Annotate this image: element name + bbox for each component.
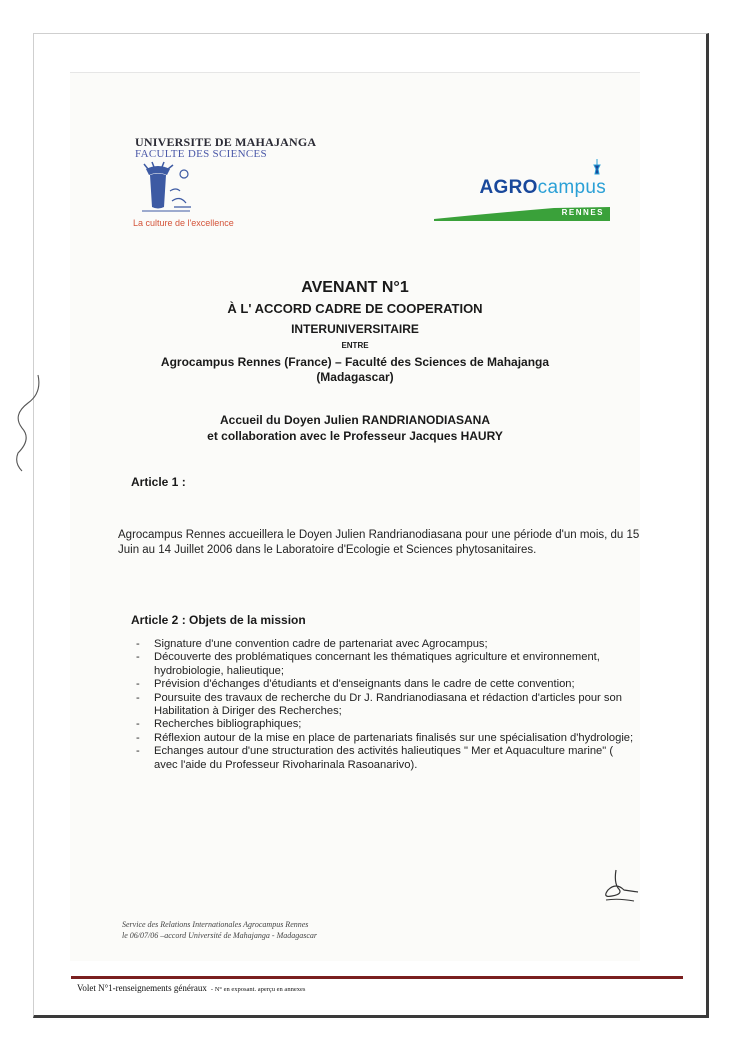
campus-light-text: campus bbox=[537, 177, 606, 198]
list-item: - Poursuite des travaux de recherche du Dr J. Randrianodiasana et rédaction d'articles pour son Habilitation à Diriger des Recherches; bbox=[136, 692, 636, 719]
tower-icon bbox=[592, 159, 602, 175]
subtitle-line-1: Accueil du Doyen Julien RANDRIANODIASANA bbox=[219, 413, 491, 427]
faculty-name: FACULTE DES SCIENCES bbox=[135, 148, 267, 160]
subtitle-line-2: et collaboration avec le Professeur Jacques HAURY bbox=[207, 429, 503, 443]
list-item: - Echanges autour d'une structuration des activités halieutiques " Mer et Aquaculture marine" ( avec l'aide du Professeur Rivoharinala Rasoanarivo). bbox=[136, 745, 636, 772]
footer-note: - N° en exposant. aperçu en annexes bbox=[210, 986, 306, 993]
footer-title: Volet N°1-renseignements généraux bbox=[77, 983, 207, 993]
list-item: - Recherches bibliographiques; bbox=[136, 718, 636, 731]
scan-footer-line-2: le 06/07/06 –accord Université de Mahajanga - Madagascar bbox=[122, 931, 318, 940]
footer-rule bbox=[71, 976, 683, 979]
agrocampus-logo bbox=[434, 155, 610, 223]
page-footer bbox=[77, 983, 305, 993]
list-item: - Prévision d'échanges d'étudiants et d'enseignants dans le cadre de cette convention; bbox=[136, 678, 636, 691]
title-entre: ENTRE bbox=[341, 341, 369, 350]
list-item: - Découverte des problématiques concernant les thématiques agriculture et environnement, hydrobiologie, halieutique; bbox=[136, 651, 636, 678]
scan-footer-line-1: Service des Relations Internationales Agrocampus Rennes bbox=[122, 920, 309, 929]
university-name: UNIVERSITE DE MAHAJANGA bbox=[135, 135, 317, 149]
signature-icon bbox=[594, 868, 640, 908]
scanned-document bbox=[70, 72, 640, 961]
baobab-logo-icon bbox=[136, 161, 196, 219]
scan-footer bbox=[122, 919, 317, 941]
rennes-label: RENNES bbox=[561, 208, 604, 217]
article-2-heading: Article 2 : Objets de la mission bbox=[131, 613, 306, 627]
margin-scribble-icon bbox=[8, 373, 48, 473]
list-item: - Réflexion autour de la mise en place de partenariats finalisés sur une spécialisation d'hydrologie; bbox=[136, 732, 636, 745]
article-1-heading: Article 1 : bbox=[131, 475, 186, 489]
title-line-2: À L' ACCORD CADRE DE COOPERATION bbox=[227, 301, 483, 316]
agrocampus-wordmark bbox=[479, 177, 606, 199]
university-tagline: La culture de l'excellence bbox=[133, 218, 234, 228]
title-line-3: INTERUNIVERSITAIRE bbox=[291, 322, 419, 336]
agro-bold-text: AGRO bbox=[479, 177, 538, 198]
article-1-text: Agrocampus Rennes accueillera le Doyen Julien Randrianodiasana pour une période d'un mois, du 15 Juin au 14 Juillet 2006 dans le Laboratoire d'Ecologie et Sciences phytosanitaires. bbox=[118, 529, 640, 556]
mission-objectives-list bbox=[136, 638, 636, 772]
document-title: AVENANT N°1 bbox=[301, 279, 409, 296]
title-parties: Agrocampus Rennes (France) – Faculté des Sciences de Mahajanga bbox=[160, 355, 550, 369]
list-item: - Signature d'une convention cadre de partenariat avec Agrocampus; bbox=[136, 638, 636, 651]
title-country: (Madagascar) bbox=[316, 370, 394, 384]
